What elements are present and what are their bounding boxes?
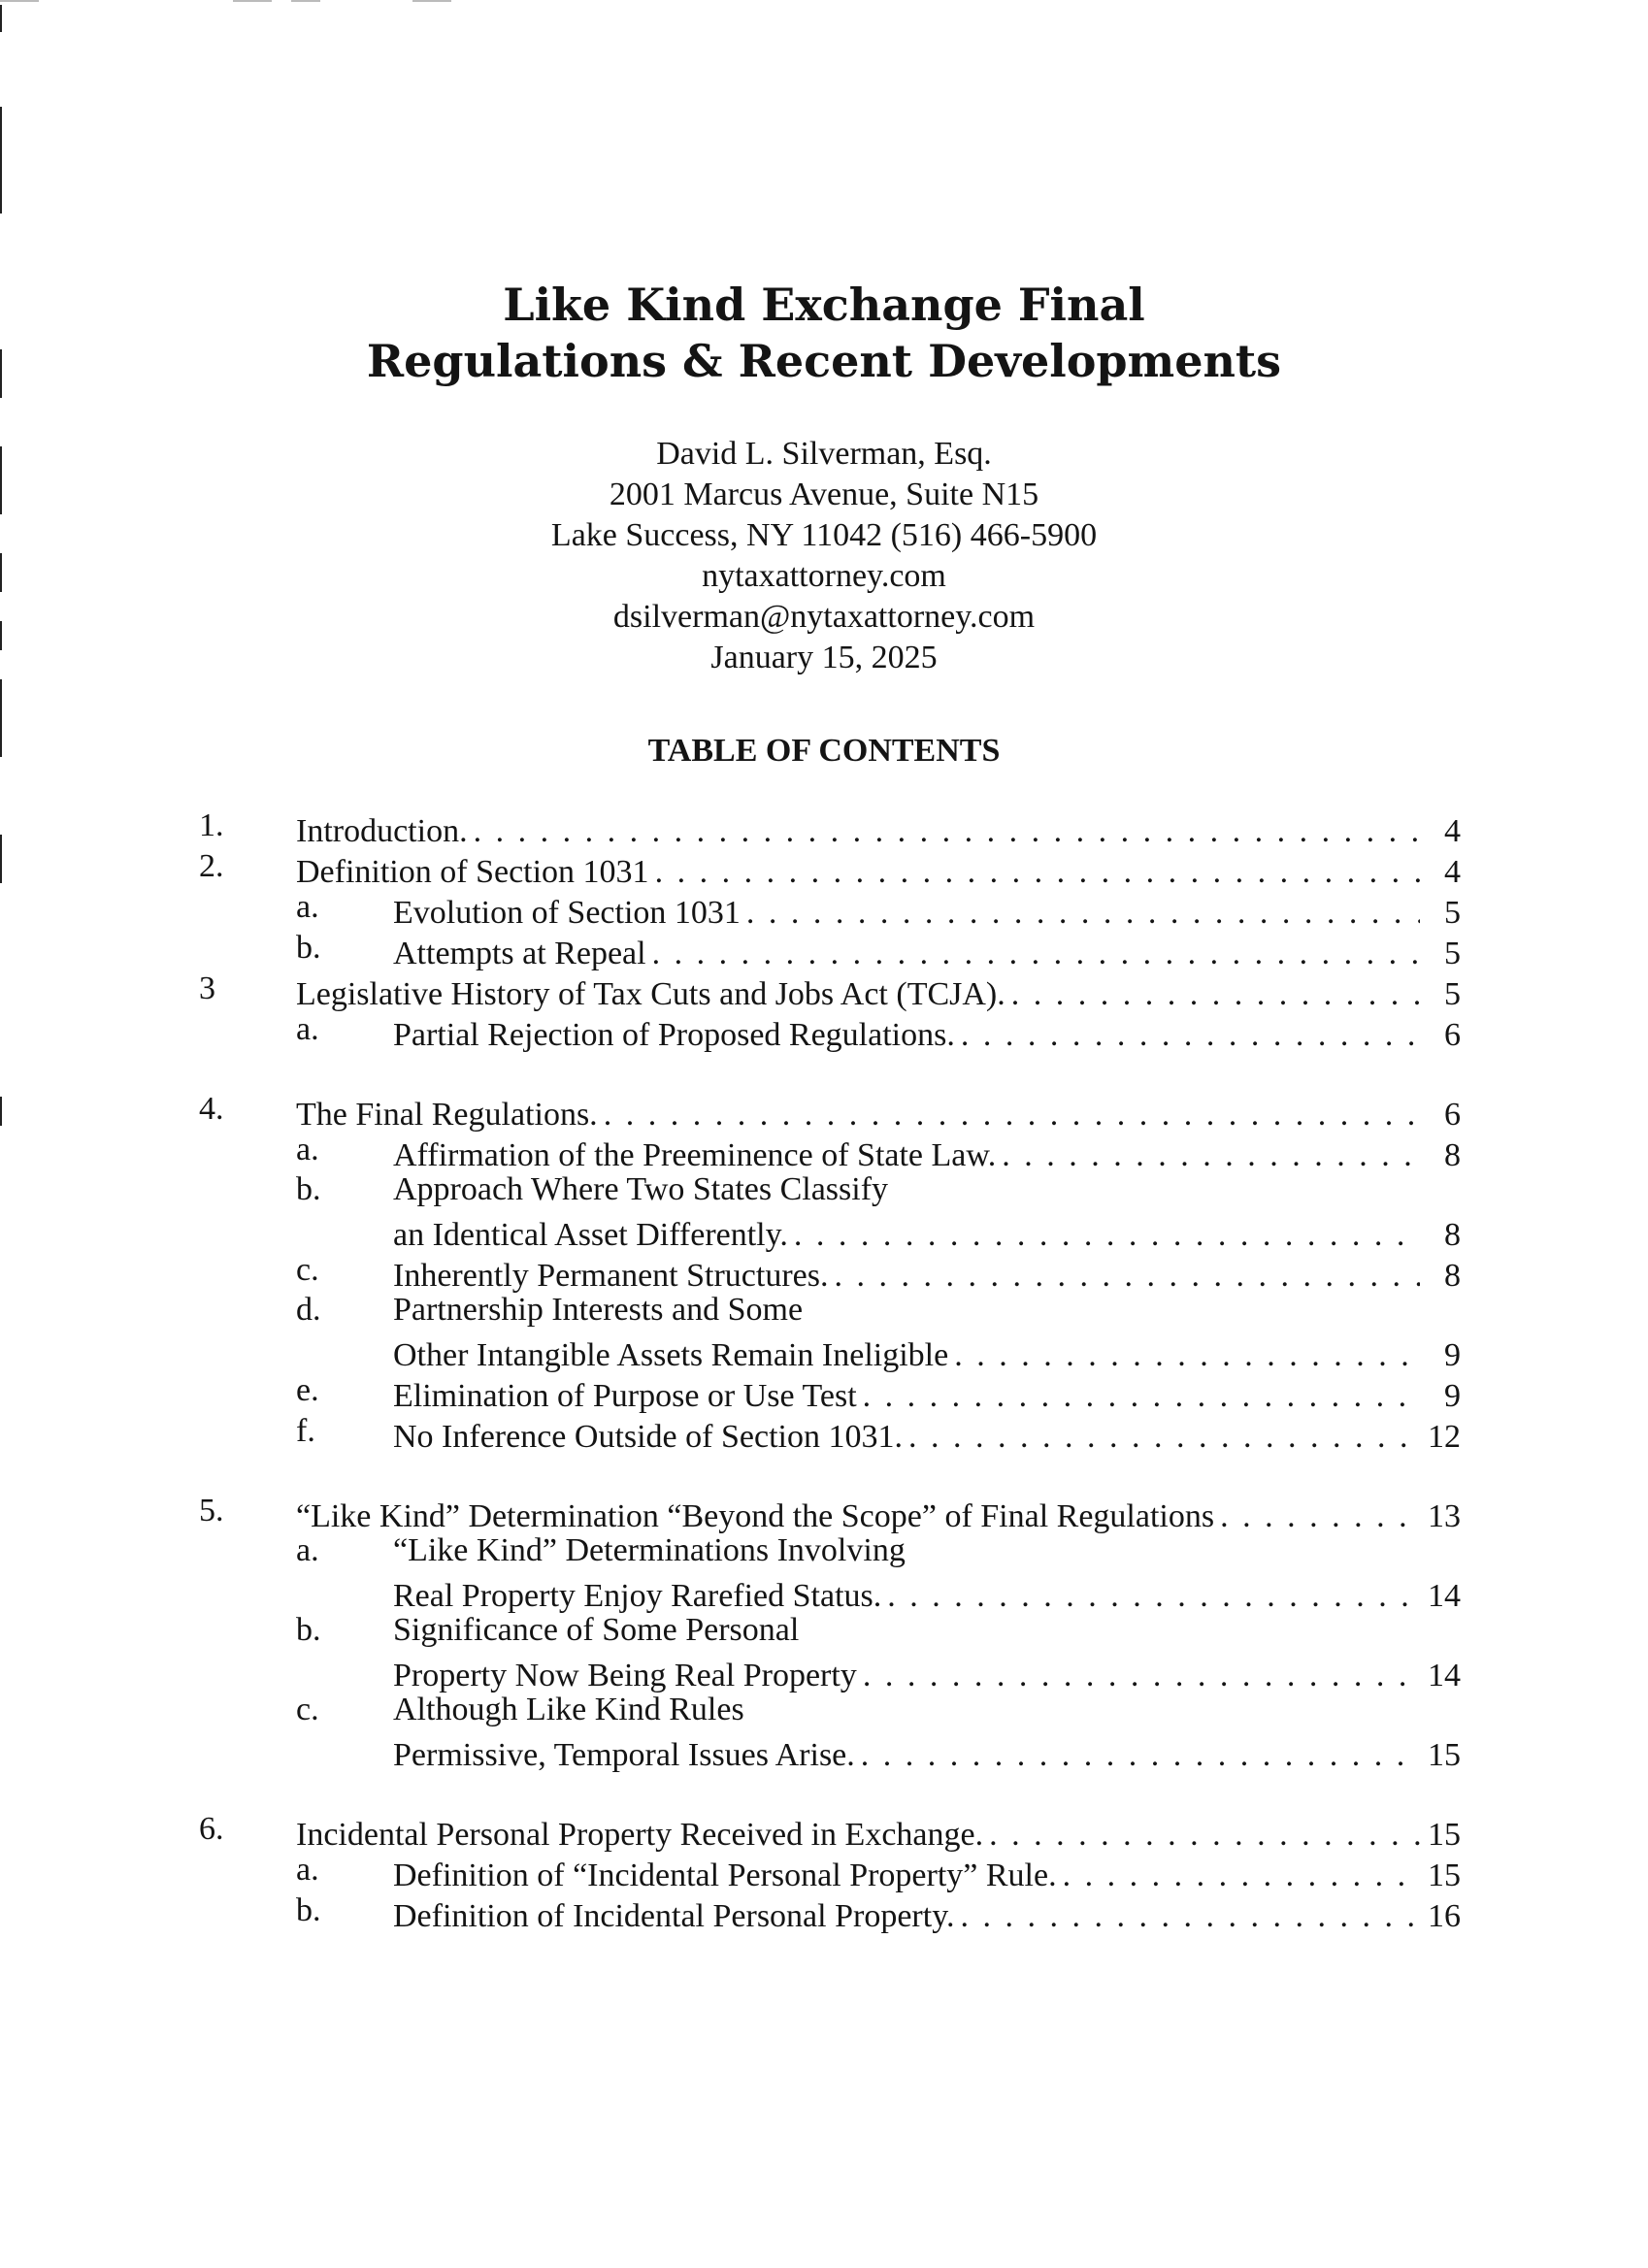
toc-entry-page: 15 xyxy=(1428,1857,1461,1893)
toc-leader xyxy=(961,1015,1420,1056)
scan-artifact xyxy=(0,0,39,2)
toc-entry-number: a. xyxy=(296,1132,319,1167)
author-website: nytaxattorney.com xyxy=(702,558,946,594)
toc-subentry xyxy=(199,1009,1461,1053)
toc-entry-number: f. xyxy=(296,1413,315,1449)
toc-entry-number: 2. xyxy=(199,848,224,884)
author-block xyxy=(0,434,1648,678)
document-header xyxy=(0,277,1648,678)
toc-entry-page: 6 xyxy=(1444,1017,1461,1053)
toc-entry-title: Partnership Interests and Some xyxy=(393,1292,804,1328)
toc-entry-number: 1. xyxy=(199,807,224,843)
toc-subentry xyxy=(199,1370,1461,1414)
author-address-line1: 2001 Marcus Avenue, Suite N15 xyxy=(609,477,1039,512)
toc-subentry xyxy=(199,1170,1461,1209)
toc-subentry-continuation xyxy=(199,1209,1461,1253)
scan-artifact xyxy=(0,1097,2,1126)
toc-entry-title: Attempts at Repeal xyxy=(393,936,646,971)
toc-subentry xyxy=(199,1411,1461,1455)
scan-artifact xyxy=(233,0,272,2)
toc-entry-number: b. xyxy=(296,1892,321,1928)
toc-subentry xyxy=(199,1291,1461,1330)
document-title-line-1: Like Kind Exchange Final xyxy=(503,279,1145,331)
toc-entry-number: b. xyxy=(296,1171,321,1207)
toc-subentry xyxy=(199,928,1461,969)
toc-entry xyxy=(199,846,1461,890)
toc-entry-number: c. xyxy=(296,1252,319,1288)
toc-subentry xyxy=(199,1531,1461,1570)
toc-entry-title: Evolution of Section 1031 xyxy=(393,895,741,931)
toc-entry-title-continued: Permissive, Temporal Issues Arise. xyxy=(393,1737,855,1773)
author-name: David L. Silverman, Esq. xyxy=(656,436,992,472)
toc-entry-title: Definition of “Incidental Personal Property” Rule. xyxy=(393,1857,1057,1893)
toc-subentry xyxy=(199,1611,1461,1650)
scan-artifact xyxy=(0,835,2,883)
toc-subentry xyxy=(199,1850,1461,1893)
document-title-line-2: Regulations & Recent Developments xyxy=(366,335,1282,387)
toc-subentry xyxy=(199,1890,1461,1934)
toc-entry-page: 5 xyxy=(1444,976,1461,1012)
toc-entry-title: Partial Rejection of Proposed Regulations. xyxy=(393,1017,955,1053)
scan-artifact xyxy=(291,0,320,2)
toc-entry-page: 12 xyxy=(1428,1419,1461,1455)
toc-subentry xyxy=(199,1250,1461,1294)
toc-entry-page: 14 xyxy=(1428,1658,1461,1693)
toc-subentry xyxy=(199,1130,1461,1173)
toc-entry-number: e. xyxy=(296,1372,319,1408)
toc-entry xyxy=(199,1809,1461,1853)
toc-entry-page: 8 xyxy=(1444,1258,1461,1294)
toc-entry-page: 15 xyxy=(1428,1817,1461,1853)
toc-entry xyxy=(199,1089,1461,1133)
toc-entry-title: Incidental Personal Property Received in Exchange. xyxy=(296,1817,984,1853)
toc-entry-title: Definition of Section 1031 xyxy=(296,854,649,890)
toc-entry-number: c. xyxy=(296,1692,319,1727)
toc-entry-title: Significance of Some Personal xyxy=(393,1612,800,1648)
toc-entry-page: 14 xyxy=(1428,1578,1461,1614)
toc-entry-number: a. xyxy=(296,1011,319,1047)
toc-entry-page: 5 xyxy=(1444,895,1461,931)
toc-entry-title-continued: an Identical Asset Differently. xyxy=(393,1217,788,1253)
toc-entry-number: 6. xyxy=(199,1811,224,1847)
toc-entry-page: 4 xyxy=(1444,854,1461,890)
toc-leader xyxy=(861,1735,1420,1776)
toc-subentry-continuation xyxy=(199,1330,1461,1373)
toc-entry xyxy=(199,969,1461,1012)
toc-entry-title: The Final Regulations. xyxy=(296,1097,598,1133)
toc-entry-page: 9 xyxy=(1444,1378,1461,1414)
toc-entry-title: Definition of Incidental Personal Property. xyxy=(393,1898,955,1934)
toc-entry-title: Elimination of Purpose or Use Test xyxy=(393,1378,857,1414)
toc-entry-number: 3 xyxy=(199,970,215,1006)
toc-leader xyxy=(908,1417,1420,1458)
toc-entry-title-continued: Other Intangible Assets Remain Ineligible xyxy=(393,1337,949,1373)
scan-artifact xyxy=(0,5,2,32)
document-date: January 15, 2025 xyxy=(710,640,938,675)
toc-entry-page: 13 xyxy=(1428,1498,1461,1534)
scan-artifact xyxy=(0,107,2,214)
toc-leader xyxy=(960,1896,1420,1937)
toc-entry-page: 16 xyxy=(1428,1898,1461,1934)
toc-entry-title: Affirmation of the Preeminence of State Law. xyxy=(393,1137,997,1173)
toc-entry-title: “Like Kind” Determinations Involving xyxy=(393,1532,906,1568)
toc-subentry-continuation xyxy=(199,1570,1461,1614)
toc-entry-page: 5 xyxy=(1444,936,1461,971)
toc-entry xyxy=(199,805,1461,849)
table-of-contents xyxy=(199,805,1461,1934)
toc-entry-title: Legislative History of Tax Cuts and Jobs Act (TCJA). xyxy=(296,976,1005,1012)
toc-entry-number: d. xyxy=(296,1292,321,1328)
toc-entry-number: 5. xyxy=(199,1493,224,1528)
toc-entry-page: 8 xyxy=(1444,1137,1461,1173)
toc-entry-number: b. xyxy=(296,930,321,966)
toc-entry-title-continued: Real Property Enjoy Rarefied Status. xyxy=(393,1578,882,1614)
toc-entry-title: Introduction. xyxy=(296,813,468,849)
toc-entry-title: Approach Where Two States Classify xyxy=(393,1171,889,1207)
toc-entry-page: 8 xyxy=(1444,1217,1461,1253)
toc-entry-number: a. xyxy=(296,1852,319,1888)
toc-entry-page: 9 xyxy=(1444,1337,1461,1373)
toc-entry-page: 4 xyxy=(1444,813,1461,849)
toc-entry-title: “Like Kind” Determination “Beyond the Scope” of Final Regulations xyxy=(296,1498,1215,1534)
toc-entry-number: a. xyxy=(296,1532,319,1568)
toc-entry-number: b. xyxy=(296,1612,321,1648)
toc-entry-page: 15 xyxy=(1428,1737,1461,1773)
toc-subentry xyxy=(199,887,1461,931)
author-address-line2: Lake Success, NY 11042 (516) 466-5900 xyxy=(550,517,1098,553)
toc-subentry-continuation xyxy=(199,1650,1461,1691)
toc-entry-title-continued: Property Now Being Real Property xyxy=(393,1658,857,1693)
toc-subentry-continuation xyxy=(199,1729,1461,1773)
toc-entry xyxy=(199,1491,1461,1534)
toc-entry-title: Although Like Kind Rules xyxy=(393,1692,744,1727)
toc-entry-title: Inherently Permanent Structures. xyxy=(393,1258,829,1294)
toc-entry-number: 4. xyxy=(199,1091,224,1127)
scan-artifact xyxy=(412,0,451,2)
toc-entry-number: a. xyxy=(296,889,319,925)
toc-entry-page: 6 xyxy=(1444,1097,1461,1133)
toc-subentry xyxy=(199,1691,1461,1729)
author-email: dsilverman@nytaxattorney.com xyxy=(612,599,1036,635)
toc-entry-title: No Inference Outside of Section 1031. xyxy=(393,1419,903,1455)
toc-heading: TABLE OF CONTENTS xyxy=(647,733,1001,769)
